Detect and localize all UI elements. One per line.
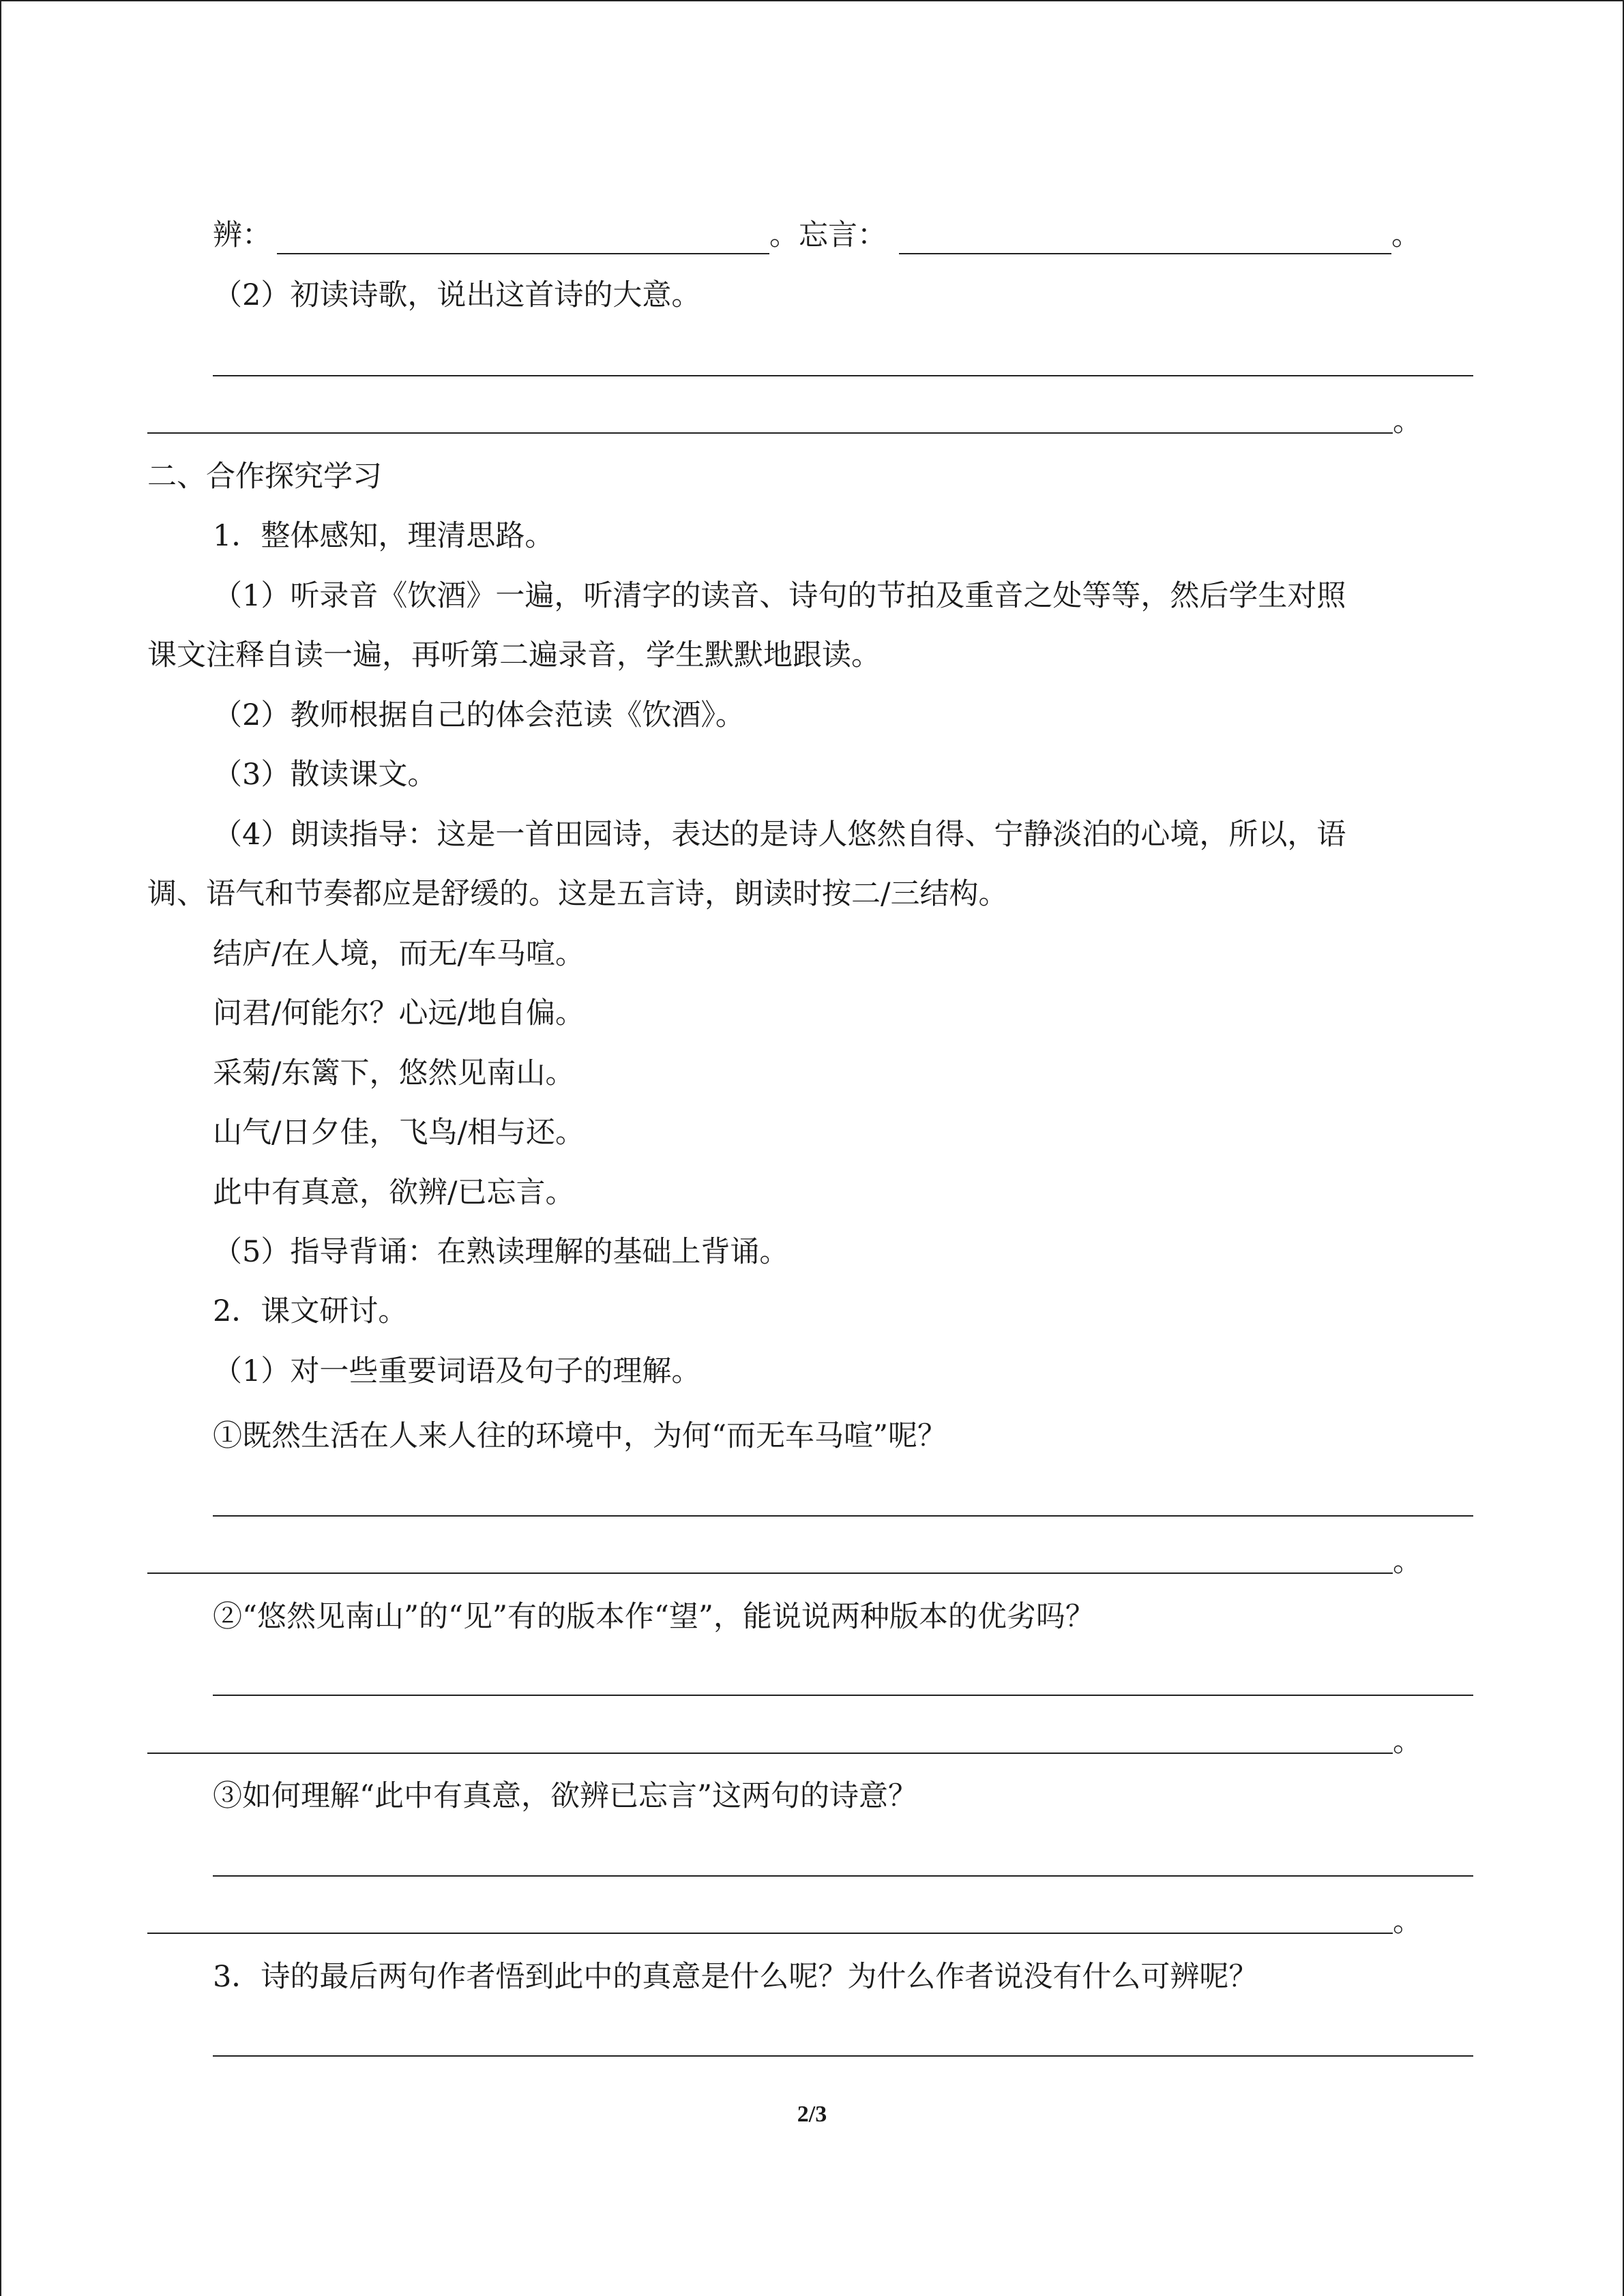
poem-line: 结庐/在人境，而无/车马喧。 xyxy=(213,937,585,971)
answer-line[interactable] xyxy=(213,375,1473,376)
page-number: 2/3 xyxy=(797,2102,827,2127)
bian-answer-line[interactable] xyxy=(277,253,769,254)
section-title: 二、合作探究学习 xyxy=(147,460,382,494)
question: ①既然生活在人来人往的环境中，为何“而无车马喧”呢？ xyxy=(213,1419,947,1453)
subsection-title: 2．课文研讨。 xyxy=(213,1294,408,1328)
answer-line[interactable] xyxy=(213,1875,1473,1877)
paragraph: （3）散读课文。 xyxy=(213,758,437,792)
bian-label: 辨： xyxy=(213,218,271,252)
subsection-title: 1．整体感知，理清思路。 xyxy=(213,519,555,553)
answer-line[interactable] xyxy=(147,1933,1393,1934)
read-prompt: （2）初读诗歌，说出这首诗的大意。 xyxy=(213,278,701,312)
answer-line[interactable] xyxy=(147,432,1393,434)
paragraph: （1）听录音《饮酒》一遍，听清字的读音、诗句的节拍及重音之处等等，然后学生对照 xyxy=(213,579,1346,613)
answer-line[interactable] xyxy=(147,1572,1393,1574)
paragraph: （2）教师根据自己的体会范读《饮酒》。 xyxy=(213,698,745,732)
page-border-top xyxy=(0,0,1624,1)
end-period: 。 xyxy=(1391,218,1421,252)
poem-line: 此中有真意，欲辨/已忘言。 xyxy=(213,1176,575,1210)
answer-line[interactable] xyxy=(213,2055,1473,2057)
poem-line: 采菊/东篱下，悠然见南山。 xyxy=(213,1056,575,1090)
end-period: 。 xyxy=(1393,404,1422,438)
poem-line: 山气/日夕佳，飞鸟/相与还。 xyxy=(213,1116,585,1150)
end-period: 。 xyxy=(1393,1905,1422,1939)
paragraph: （1）对一些重要词语及句子的理解。 xyxy=(213,1354,701,1388)
end-period: 。 xyxy=(1393,1725,1422,1759)
page-border-left xyxy=(0,0,1,2296)
paragraph: （5）指导背诵：在熟读理解的基础上背诵。 xyxy=(213,1235,789,1269)
poem-line: 问君/何能尔？心远/地自偏。 xyxy=(213,996,585,1030)
question: 3．诗的最后两句作者悟到此中的真意是什么呢？为什么作者说没有什么可辨呢？ xyxy=(213,1960,1258,1994)
paragraph: 课文注释自读一遍，再听第二遍录音，学生默默地跟读。 xyxy=(147,638,881,672)
wangyan-answer-line[interactable] xyxy=(899,253,1391,254)
paragraph: 调、语气和节奏都应是舒缓的。这是五言诗，朗读时按二/三结构。 xyxy=(147,877,1008,911)
wangyan-label: 。忘言： xyxy=(769,218,887,252)
question: ③如何理解“此中有真意，欲辨已忘言”这两句的诗意？ xyxy=(213,1779,917,1813)
answer-line[interactable] xyxy=(147,1753,1393,1754)
end-period: 。 xyxy=(1393,1545,1422,1579)
paragraph: （4）朗读指导：这是一首田园诗，表达的是诗人悠然自得、宁静淡泊的心境，所以，语 xyxy=(213,818,1346,852)
question: ②“悠然见南山”的“见”有的版本作“望”，能说说两种版本的优劣吗？ xyxy=(213,1600,1095,1634)
answer-line[interactable] xyxy=(213,1695,1473,1696)
answer-line[interactable] xyxy=(213,1515,1473,1517)
